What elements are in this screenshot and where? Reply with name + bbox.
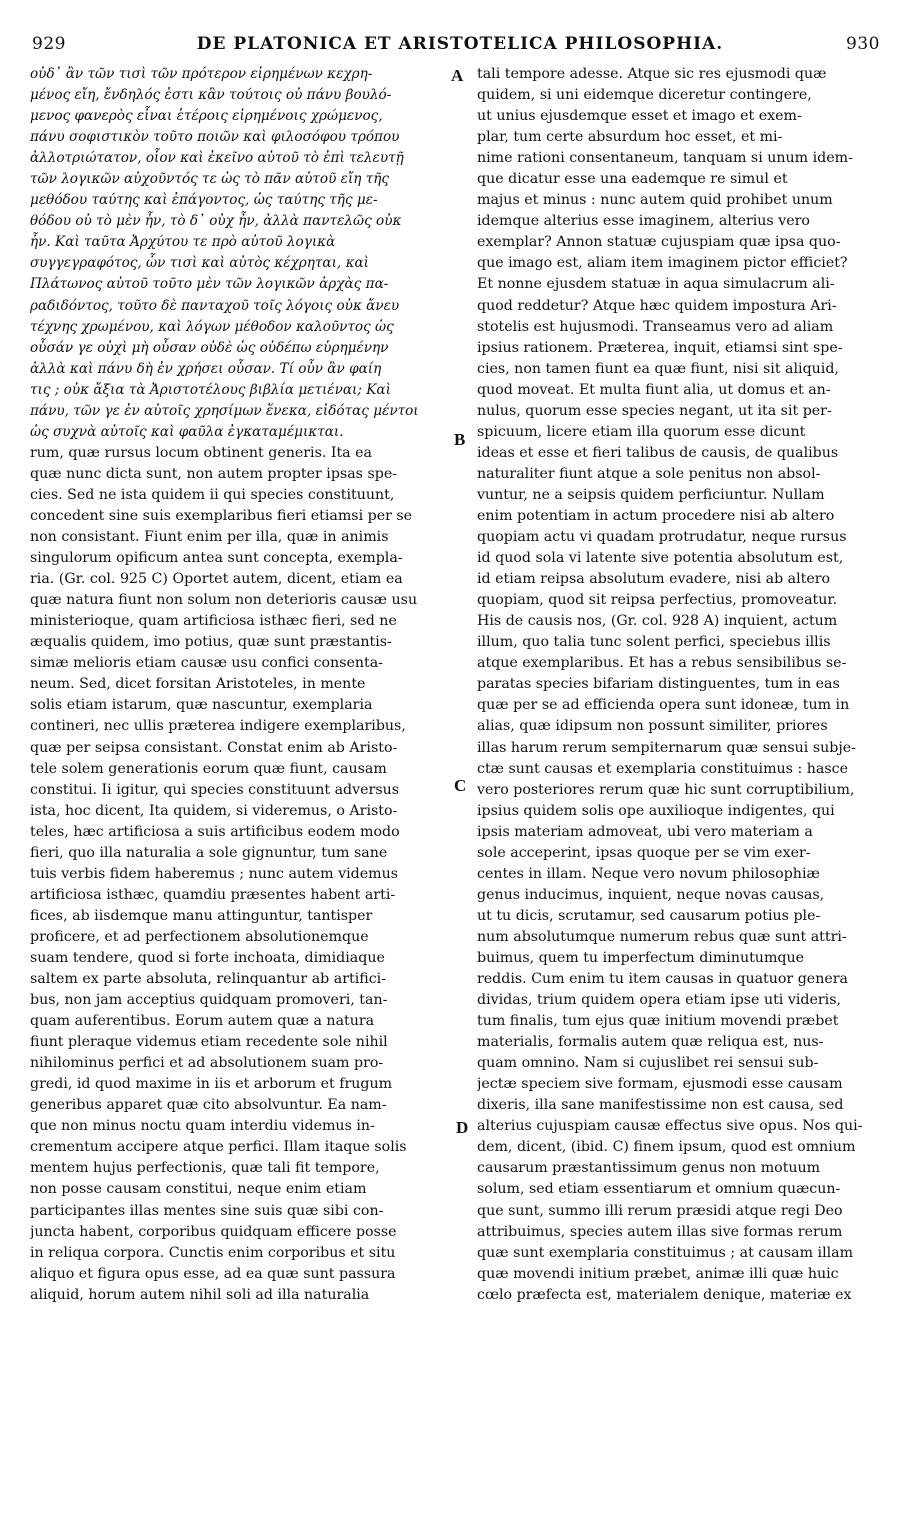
text-line: artificiosa isthæc, quamdiu præsentes habent arti- (30, 886, 396, 903)
text-line: centes in illam. Neque vero novum philosophiæ (477, 865, 820, 882)
text-line: Et nonne ejusdem statuæ in aqua simulacrum ali- (477, 276, 835, 293)
left-column (30, 64, 450, 1306)
text-line: ἀλλοτριώτατον, οἷον καὶ ἐκεῖνο αὐτοῦ τὸ ἐπὶ τελευτῇ (30, 150, 404, 167)
text-line: paratas species bifariam distinguentes, tum in eas (477, 676, 840, 693)
text-line: que imago est, aliam item imaginem pictor efficiet? (477, 255, 848, 272)
text-line: quæ per se ad efficienda opera sunt idoneæ, tum in (477, 697, 850, 714)
text-line: quæ sunt exemplaria constituimus ; at causam illam (477, 1244, 854, 1261)
text-line: jectæ speciem sive formam, ejusmodi esse causam (477, 1076, 843, 1093)
text-line: saltem ex parte absoluta, relinquantur ab artifici- (30, 971, 386, 988)
text-line: οὖσάν γε οὐχὶ μὴ οὖσαν οὐδὲ ὡς οὐδέπω εὑρημένην (30, 339, 389, 356)
text-line: concedent sine suis exemplaribus fieri etiamsi per se (30, 507, 413, 524)
page-header (0, 30, 920, 60)
text-line: ὡς συχνὰ αὐτοῖς καὶ φαῦλα ἐγκαταμέμικται. (30, 423, 344, 440)
text-line: simæ melioris etiam causæ usu confici consenta- (30, 655, 383, 672)
text-line: cœlo præfecta est, materialem denique, materiæ ex (477, 1286, 852, 1303)
text-line: constitui. Ii igitur, qui species constituunt adversus (30, 781, 400, 798)
text-line: τῶν λογικῶν αὐχοῦντός τε ὡς τὸ πᾶν αὐτοῦ εἴη τῆς (30, 171, 390, 188)
text-line: πάνυ σοφιστικὸν τοῦτο ποιῶν καὶ φιλοσόφου τρόπου (30, 129, 400, 146)
text-line: μένος εἴη, ἔνδηλός ἐστι κἂν τούτοις οὐ πάνυ βουλό- (30, 87, 392, 104)
text-line: teles, hæc artificiosa a suis artificibus eodem modo (30, 823, 400, 840)
text-line: quod moveat. Et multa fiunt alia, ut domus et an- (477, 381, 831, 398)
latin-text-block-right (477, 64, 889, 1306)
text-line: buimus, quem tu imperfectum diminutumque (477, 949, 805, 966)
text-line: quopiam actu vi quadam protrudatur, neque rursus (477, 529, 847, 546)
text-line: crementum accipere atque perfici. Illam itaque solis (30, 1139, 407, 1156)
text-line: τέχνης χρωμένου, καὶ λόγων μέθοδον καλοῦντος ὡς (30, 318, 394, 335)
text-line: generibus apparet quæ cito absolvuntur. Ea nam- (30, 1097, 387, 1114)
text-line: atque exemplaribus. Et has a rebus sensibilibus se- (477, 655, 847, 672)
text-line: ut tu dicis, scrutamur, sed causarum potius ple- (477, 907, 821, 924)
text-line: fices, ab iisdemque manu attinguntur, tantisper (30, 907, 373, 924)
section-marker-b: B (454, 430, 466, 449)
text-line: quæ per seipsa consistant. Constat enim ab Aristo- (30, 739, 398, 756)
text-line: Πλάτωνος αὐτοῦ τοῦτο μὲν τῶν λογικῶν ἀρχὰς πα- (30, 276, 389, 293)
text-line: fiunt pleraque videmus etiam recedente sole nihil (30, 1034, 388, 1051)
text-line: cies, non tamen fiunt ea quæ fiunt, nisi sit aliquid, (477, 360, 839, 377)
text-line: quæ nunc dicta sunt, non autem propter ipsas spe- (30, 465, 398, 482)
text-line: illas harum rerum sempiternarum quæ sensui subje- (477, 739, 856, 756)
text-line: τις ; οὐκ ἄξια τὰ Ἀριστοτέλους βιβλία μετιέναι; Καὶ (30, 381, 391, 398)
text-line: dixeris, illa sane manifestissime non est causa, sed (477, 1097, 844, 1114)
text-line: dem, dicent, (ibid. C) finem ipsum, quod est omnium (477, 1139, 856, 1156)
text-line: πάνυ, τῶν γε ἐν αὐτοῖς χρησίμων ἕνεκα, εἰδότας μέντοι (30, 402, 419, 419)
right-column (477, 64, 889, 1306)
text-line: proficere, et ad perfectionem absolutionemque (30, 928, 369, 945)
text-line: suam tendere, quod si forte inchoata, dimidiaque (30, 949, 385, 966)
text-line: μενος φανερὸς εἶναι ἑτέροις εἰρημένοις χρώμενος, (30, 108, 383, 125)
text-line: alterius cujuspiam causæ effectus sive opus. Nos qui- (477, 1118, 863, 1135)
text-line: contineri, nec ullis præterea indigere exemplaribus, (30, 718, 406, 735)
text-line: rum, quæ rursus locum obtinent generis. Ita ea (30, 444, 372, 461)
text-line: ἀλλὰ καὶ πάνυ δὴ ἐν χρήσει οὖσαν. Τί οὖν ἂν φαίη (30, 360, 382, 377)
text-line: vuntur, ne a seipsis quidem perficiuntur. Nullam (477, 486, 825, 503)
section-marker-d: D (456, 1118, 469, 1137)
text-line: aliquid, horum autem nihil soli ad illa naturalia (30, 1286, 370, 1303)
text-line: fieri, quo illa naturalia a sole gignuntur, tum sane (30, 844, 388, 861)
text-line: aliquo et figura opus esse, ad ea quæ sunt passura (30, 1265, 396, 1282)
text-line: idemque alterius esse imaginem, alterius vero (477, 213, 810, 230)
text-line: illum, quo talia tunc solent perfici, speciebus illis (477, 634, 831, 651)
page-number-right: 930 (846, 34, 880, 54)
text-line: ista, hoc dicent, Ita quidem, si videremus, o Aristo- (30, 802, 398, 819)
text-line: materialis, formalis autem quæ reliqua est, nus- (477, 1034, 824, 1051)
text-line: ipsius rationem. Præterea, inquit, etiamsi sint spe- (477, 339, 843, 356)
text-line: non posse causam constitui, neque enim etiam (30, 1181, 367, 1198)
text-line: solis etiam istarum, quæ nascuntur, exemplaria (30, 697, 373, 714)
latin-text-block-left (30, 443, 450, 1306)
text-line: juncta habent, corporibus quidquam efficere posse (30, 1223, 397, 1240)
text-line: ut unius ejusdemque esset et imago et exem- (477, 108, 802, 125)
text-line: ctæ sunt causas et exemplaria constituimus : hasce (477, 760, 848, 777)
text-line: nihilominus perfici et ad absolutionem suam pro- (30, 1055, 384, 1072)
text-line: ideas et esse et fieri talibus de causis, de qualibus (477, 444, 839, 461)
text-line: nulus, quorum esse species negant, ut ita sit per- (477, 402, 832, 419)
text-line: quopiam, quod sit reipsa perfectius, promoveatur. (477, 592, 838, 609)
text-line: ἦν. Καὶ ταῦτα Ἀρχύτου τε πρὸ αὐτοῦ λογικὰ (30, 234, 336, 251)
text-line: genus inducimus, inquient, neque novas causas, (477, 886, 825, 903)
text-line: tele solem generationis eorum quæ fiunt, causam (30, 760, 387, 777)
text-line: vero posteriores rerum quæ hic sunt corruptibilium, (477, 781, 855, 798)
text-line: ipsius quidem solis ope auxilioque indigentes, qui (477, 802, 835, 819)
section-marker-c: C (454, 776, 467, 795)
text-line: que dicatur esse una eademque re simul et (477, 171, 788, 188)
text-line: συγγεγραφότος, ὧν τισὶ καὶ αὐτὸς κέχρηται, καὶ (30, 255, 370, 272)
text-line: neum. Sed, dicet forsitan Aristoteles, in mente (30, 676, 366, 693)
text-line: nime rationi consentaneum, tanquam si unum idem- (477, 150, 853, 167)
text-line: θόδου οὐ τὸ μὲν ἦν, τὸ δ᾽ οὐχ ἦν, ἀλλὰ παντελῶς οὐκ (30, 213, 402, 230)
text-line: non consistant. Fiunt enim per illa, quæ in animis (30, 529, 389, 546)
text-line: alias, quæ idipsum non possunt similiter, priores (477, 718, 828, 735)
text-line: mentem hujus perfectionis, quæ tali fit tempore, (30, 1160, 380, 1177)
text-line: quæ movendi initium præbet, animæ illi quæ huic (477, 1265, 839, 1282)
text-line: spicuum, licere etiam illa quorum esse dicunt (477, 423, 806, 440)
greek-text-block (30, 64, 450, 443)
text-line: majus et minus : nunc autem quid prohibet unum (477, 192, 833, 209)
text-line: quam omnino. Nam si cujuslibet rei sensui sub- (477, 1055, 819, 1072)
text-line: attribuimus, species autem illas sive formas rerum (477, 1223, 843, 1240)
text-line: reddis. Cum enim tu item causas in quatuor genera (477, 971, 848, 988)
text-line: ραδιδόντος, τοῦτο δὲ πανταχοῦ τοῖς λόγοις οὐκ ἄνευ (30, 297, 400, 314)
text-line: singulorum opificum antea sunt concepta, exempla- (30, 550, 403, 567)
text-line: tali tempore adesse. Atque sic res ejusmodi quæ (477, 66, 827, 82)
text-line: μεθόδου ταύτης καὶ ἐπάγοντος, ὡς ταύτης τῆς με- (30, 192, 378, 209)
text-line: tum finalis, tum ejus quæ initium movendi præbet (477, 1013, 839, 1030)
text-line: ministerioque, quam artificiosa isthæc fieri, sed ne (30, 613, 397, 630)
text-line: que non minus noctu quam interdiu videmus in- (30, 1118, 375, 1135)
text-line: æqualis quidem, imo potius, quæ sunt præstantis- (30, 634, 392, 651)
text-line: solum, sed etiam essentiarum et omnium quæcun- (477, 1181, 841, 1198)
text-line: quam auferentibus. Eorum autem quæ a natura (30, 1013, 375, 1030)
text-line: participantes illas mentes sine suis quæ sibi con- (30, 1202, 384, 1219)
text-line: ria. (Gr. col. 925 C) Oportet autem, dicent, etiam ea (30, 571, 403, 588)
text-line: exemplar? Annon statuæ cujuspiam quæ ipsa quo- (477, 234, 841, 251)
text-line: tuis verbis fidem haberemus ; nunc autem videmus (30, 865, 399, 882)
text-line: id quod sola vi latente sive potentia absolutum est, (477, 550, 844, 567)
text-line: bus, non jam acceptius quidquam promoveri, tan- (30, 992, 388, 1009)
text-line: in reliqua corpora. Cunctis enim corporibus et situ (30, 1244, 396, 1261)
text-line: id etiam reipsa absolutum evadere, nisi ab altero (477, 571, 831, 588)
text-line: quidem, si uni eidemque diceretur contingere, (477, 87, 812, 104)
text-line: causarum præstantissimum genus non motuum (477, 1160, 821, 1177)
running-title: DE PLATONICA ET ARISTOTELICA PHILOSOPHIA. (196, 34, 724, 54)
text-line: His de causis nos, (Gr. col. 928 A) inquient, actum (477, 613, 838, 630)
text-line: cies. Sed ne ista quidem ii qui species constituunt, (30, 486, 395, 503)
section-marker-a: A (451, 66, 464, 85)
text-line: enim potentiam in actum procedere nisi ab altero (477, 507, 835, 524)
text-line: num absolutumque numerum rebus quæ sunt attri- (477, 928, 847, 945)
text-line: naturaliter fiunt atque a sole penitus non absol- (477, 465, 821, 482)
text-line: οὐδ᾽ ἂν τῶν τισὶ τῶν πρότερον εἰρημένων κεχρη- (30, 66, 373, 82)
text-line: ipsis materiam admoveat, ubi vero materiam a (477, 823, 813, 840)
text-line: que sunt, summo illi rerum præsidi atque regi Deo (477, 1202, 843, 1219)
text-line: quod reddetur? Atque hæc quidem impostura Ari- (477, 297, 837, 314)
text-line: quæ natura fiunt non solum non deterioris causæ usu (30, 592, 418, 609)
text-line: plar, tum certe absurdum hoc esset, et mi- (477, 129, 783, 146)
text-line: gredi, id quod maxime in iis et arborum et frugum (30, 1076, 393, 1093)
text-line: dividas, trium quidem opera etiam ipse uti videris, (477, 992, 841, 1009)
page-number-left: 929 (32, 34, 66, 54)
text-line: stotelis est hujusmodi. Transeamus vero ad aliam (477, 318, 834, 335)
text-line: sole acceperint, ipsas quoque per se vim exer- (477, 844, 811, 861)
